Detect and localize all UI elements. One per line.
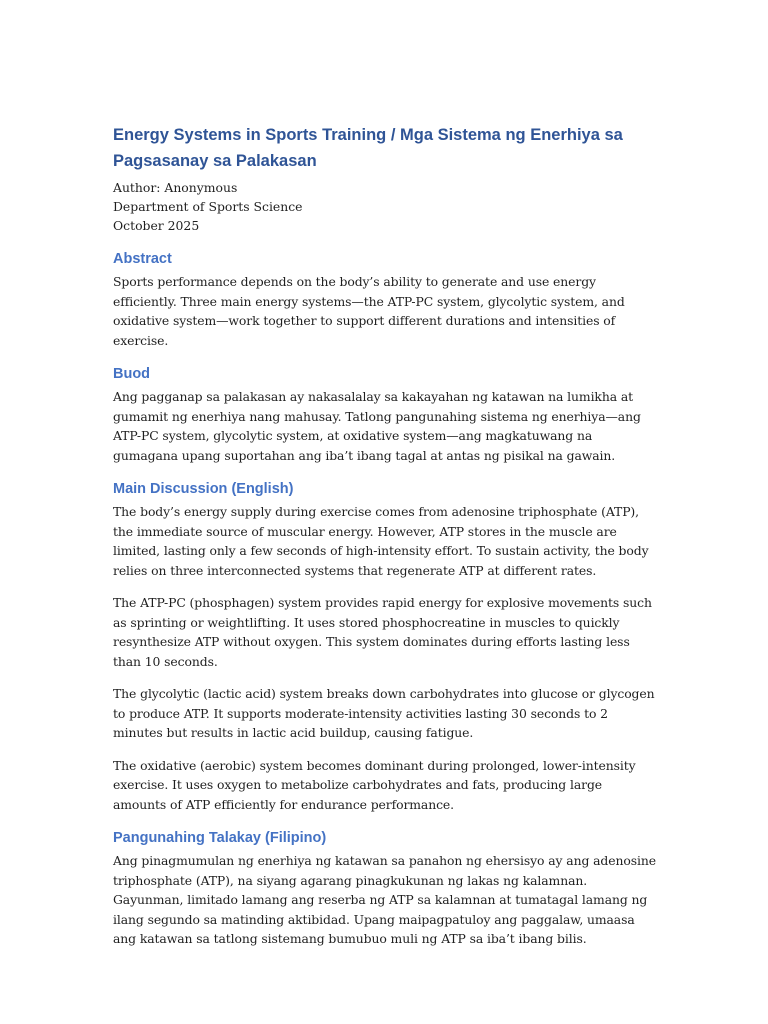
filipino-paragraph-atp: Ang pinagmumulan ng enerhiya ng katawan sa panahon ng ehersisyo ay ang adenosine triphosphate (ATP), na siyang agarang pinagkukunan ng lakas ng kalamnan. Gayunman, limitado lamang ang reserba ng ATP sa kalamnan at tumatagal lamang ng ilang segundo sa matinding aktibidad. Upang maipagpatuloy ang paggalaw, umaasa ang katawan sa tatlong sistemang bumubuo muli ng ATP sa iba’t ibang bilis.	[113, 853, 656, 946]
english-paragraph-atp-pc: The ATP-PC (phosphagen) system provides rapid energy for explosive movements such as sprinting or weightlifting. It uses stored phosphocreatine in muscles to quickly resynthesize ATP without oxygen. This system dominates during efforts lasting less than 10 seconds.	[113, 595, 652, 669]
department-line: Department of Sports Science	[113, 199, 303, 214]
main-discussion-filipino-heading: Pangunahing Talakay (Filipino)	[113, 830, 327, 846]
abstract-heading: Abstract	[113, 251, 172, 267]
document-page	[113, 122, 658, 949]
english-paragraph-atp: The body’s energy supply during exercise comes from adenosine triphosphate (ATP), the immediate source of muscular energy. However, ATP stores in the muscle are limited, lasting only a few seconds of high-intensity effort. To sustain activity, the body relies on three interconnected systems that regenerate ATP at different rates.	[113, 504, 649, 578]
english-paragraph-glycolytic: The glycolytic (lactic acid) system breaks down carbohydrates into glucose or glycogen to produce ATP. It supports moderate-intensity activities lasting 30 seconds to 2 minutes but results in lactic acid buildup, causing fatigue.	[113, 686, 655, 740]
english-paragraph-oxidative: The oxidative (aerobic) system becomes dominant during prolonged, lower-intensity exercise. It uses oxygen to metabolize carbohydrates and fats, producing large amounts of ATP efficiently for endurance performance.	[113, 757, 636, 812]
date-line: October 2025	[113, 218, 200, 233]
document-title: Energy Systems in Sports Training / Mga Sistema ng Enerhiya sa Pagsasanay sa Palakasan	[113, 126, 623, 170]
main-discussion-english-heading: Main Discussion (English)	[113, 481, 294, 497]
buod-paragraph: Ang pagganap sa palakasan ay nakasalalay sa kakayahan ng katawan na lumikha at gumamit ng enerhiya nang mahusay. Tatlong pangunahing sistema ng enerhiya—ang ATP-PC system, glycolytic system, at oxidative system—ang magkatuwang na gumagana upang suportahan ang iba’t ibang tagal at antas ng pisikal na gawain.	[113, 389, 641, 463]
buod-heading: Buod	[113, 366, 151, 382]
abstract-paragraph: Sports performance depends on the body’s ability to generate and use energy efficiently. Three main energy systems—the ATP-PC system, glycolytic system, and oxidative system—work together to support different durations and intensities of exercise.	[113, 274, 625, 348]
author-line: Author: Anonymous	[113, 180, 238, 195]
